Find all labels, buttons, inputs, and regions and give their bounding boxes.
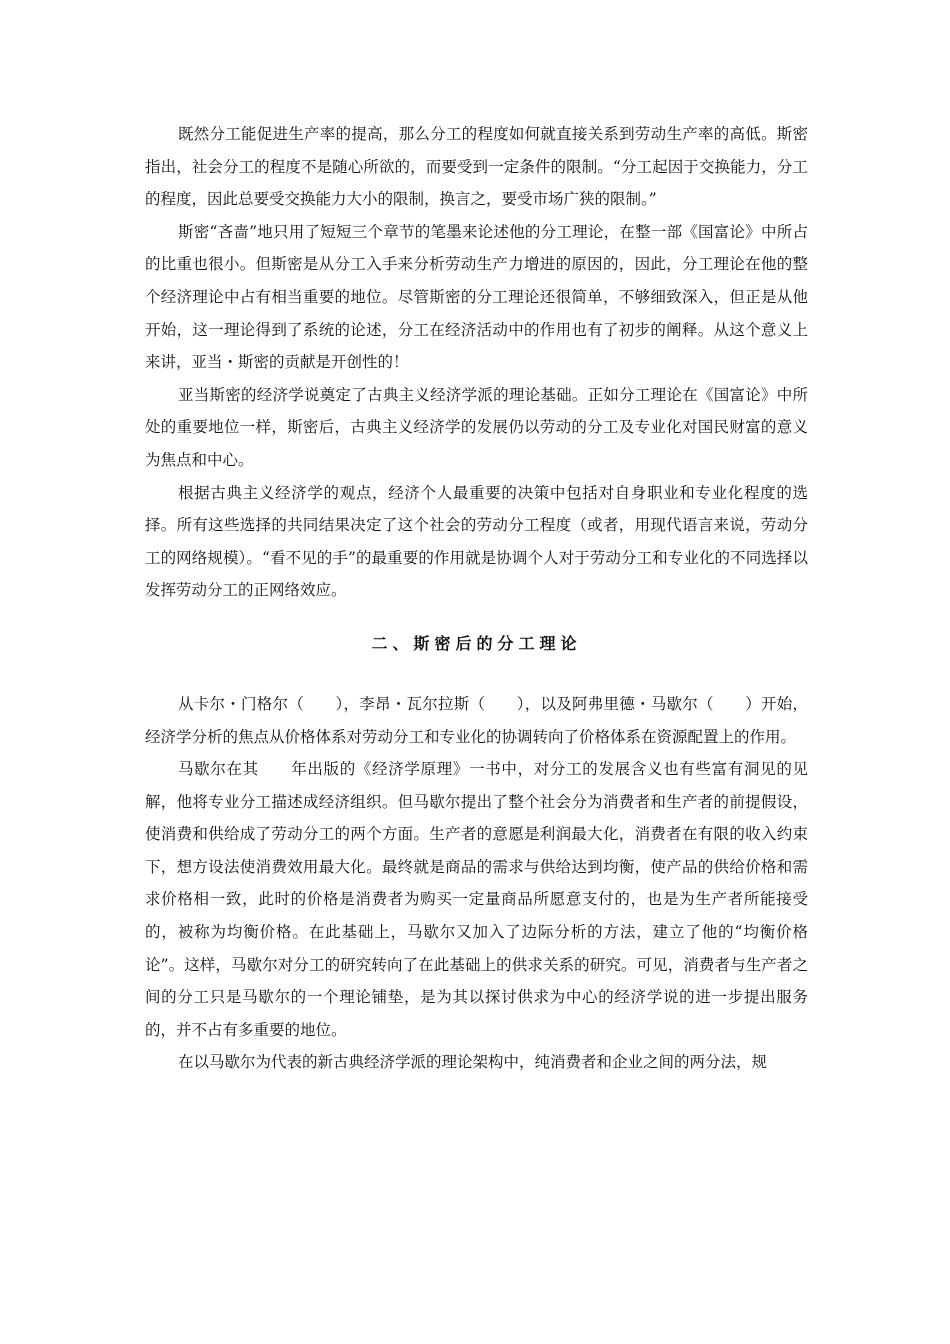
paragraph: 从卡尔・门格尔（ ），李昂・瓦尔拉斯（ ），以及阿弗里德・马歇尔（ ）开始，经济学分析的焦点从价格体系对劳动分工和专业化的协调转向了价格体系在资源配置上的作用。 — [145, 694, 808, 746]
paragraph: 根据古典主义经济学的观点，经济个人最重要的决策中包括对自身职业和专业化程度的选择。所有这些选择的共同结果决定了这个社会的劳动分工程度（或者，用现代语言来说，劳动分工的网络规模）。“看不见的手”的最重要的作用就是协调个人对于劳动分工和专业化的不同选择以发挥劳动分工的正网络效应。 — [145, 483, 808, 600]
document-page — [145, 118, 808, 1079]
paragraph: 在以马歇尔为代表的新古典经济学派的理论架构中，纯消费者和企业之间的两分法，规 — [178, 1053, 768, 1072]
section-heading: 二、斯密后的分工理论 — [371, 633, 582, 653]
paragraph: 马歇尔在其 年出版的《经济学原理》一书中，对分工的发展含义也有些富有洞见的见解，他将专业分工描述成经济组织。但马歇尔提出了整个社会分为消费者和生产者的前提假设，使消费和供给成了劳动分工的两个方面。生产者的意愿是利润最大化，消费者在有限的收入约束下，想方设法使消费效用最大化。最终就是商品的需求与供给达到均衡，使产品的供给价格和需求价格相一致，此时的价格是消费者为购买一定量商品所愿意支付的，也是为生产者所能接受的，被称为均衡价格。在此基础上，马歇尔又加入了边际分析的方法，建立了他的“均衡价格论”。这样，马歇尔对分工的研究转向了在此基础上的供求关系的研究。可见，消费者与生产者之间的分工只是马歇尔的一个理论铺垫，是为其以探讨供求为中心的经济学说的进一步提出服务的，并不占有多重要的地位。 — [145, 760, 808, 1039]
paragraph: 既然分工能促进生产率的提高，那么分工的程度如何就直接关系到劳动生产率的高低。斯密指出，社会分工的程度不是随心所欲的，而要受到一定条件的限制。“分工起因于交换能力，分工的程度，因此总要受交换能力大小的限制，换言之，要受市场广狭的限制。” — [145, 125, 808, 209]
paragraph: 亚当斯密的经济学说奠定了古典主义经济学派的理论基础。正如分工理论在《国富论》中所处的重要地位一样，斯密后，古典主义经济学的发展仍以劳动的分工及专业化对国民财富的意义为焦点和中心。 — [145, 385, 808, 469]
paragraph: 斯密“吝啬”地只用了短短三个章节的笔墨来论述他的分工理论，在整一部《国富论》中所占的比重也很小。但斯密是从分工入手来分析劳动生产力增进的原因的，因此，分工理论在他的整个经济理论中占有相当重要的地位。尽管斯密的分工理论还很简单，不够细致深入，但正是从他开始，这一理论得到了系统的论述，分工在经济活动中的作用也有了初步的阐释。从这个意义上来讲，亚当・斯密的贡献是开创性的！ — [145, 222, 808, 372]
